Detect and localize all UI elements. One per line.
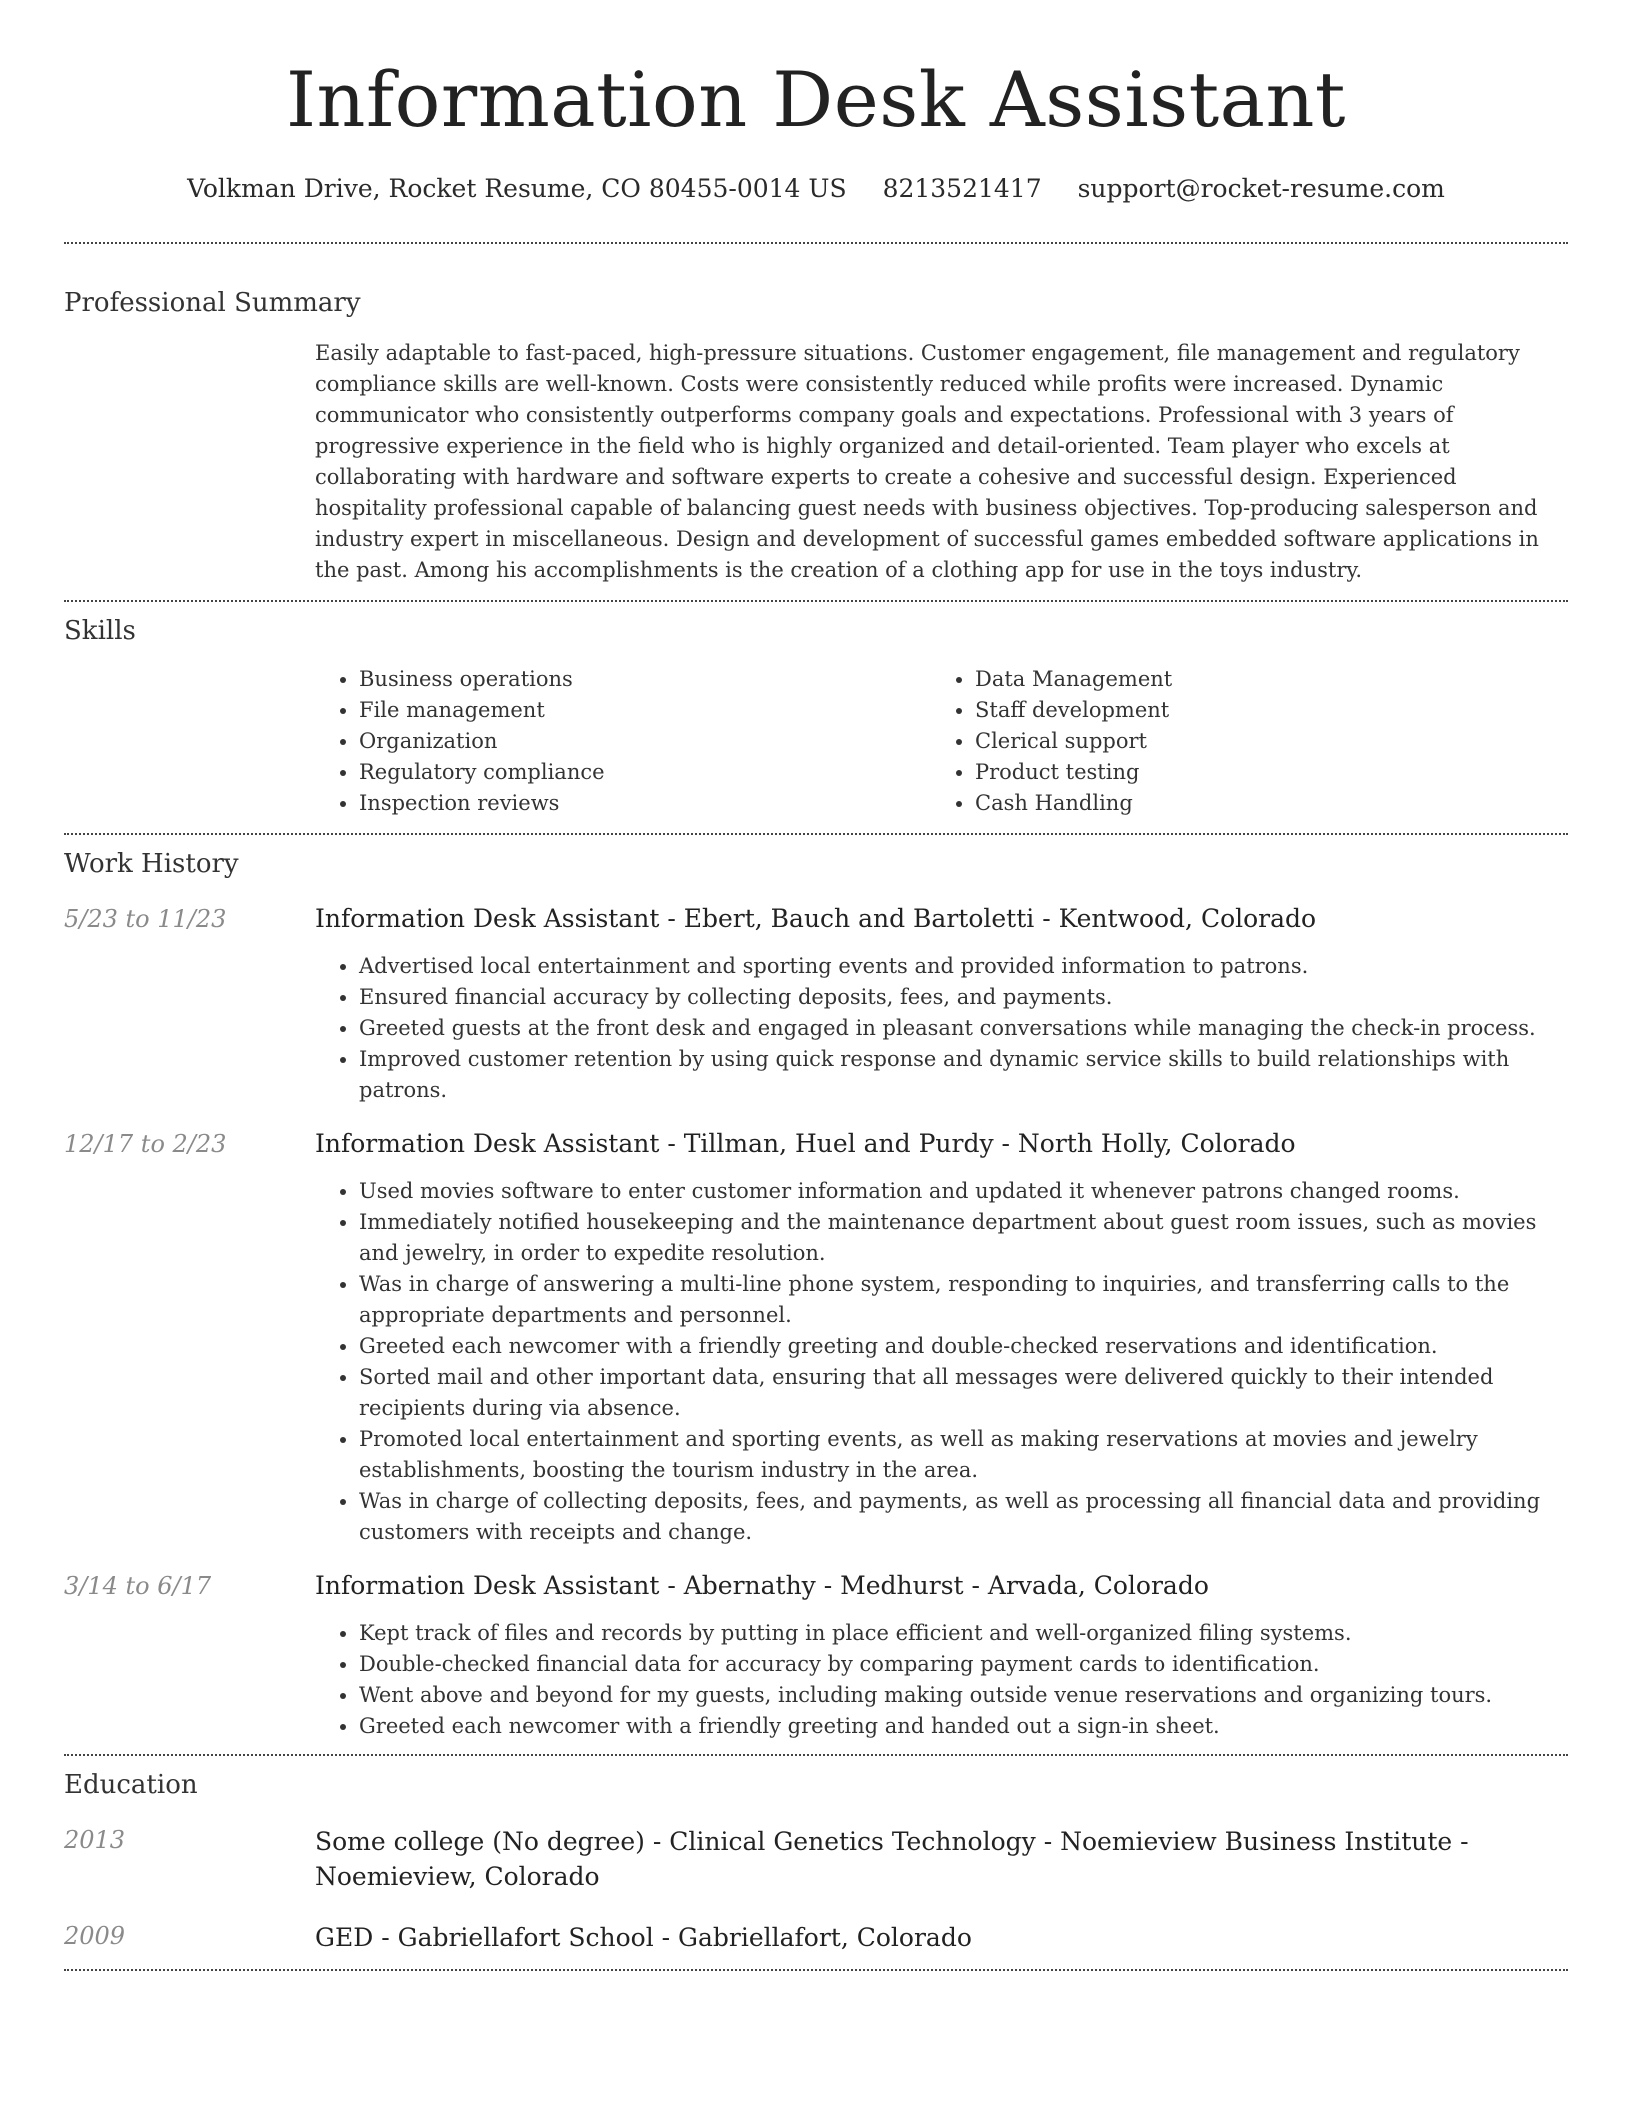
education-details: Some college (No degree) - Clinical Genetics Technology - Noemieview Business Institute - Noemieview, Colorado — [315, 1827, 1469, 1891]
skills-column-right — [931, 664, 1547, 819]
section-spacer — [64, 1955, 1568, 1969]
contact-line — [64, 172, 1568, 206]
job-dates: 5/23 to 11/23 — [64, 905, 227, 933]
skill-item: • File management — [359, 695, 931, 726]
job-bullets — [315, 1618, 1568, 1742]
job-bullet: • Double-checked financial data for accuracy by comparing payment cards to identification. — [359, 1649, 1568, 1680]
education-entry — [64, 1824, 1568, 1894]
job-bullet: • Immediately notified housekeeping and the maintenance department about guest room issues, such as movies and jewelry, in order to expedite resolution. — [359, 1207, 1568, 1269]
skills-section — [64, 614, 1568, 833]
job-entry — [64, 1128, 1568, 1548]
divider — [64, 1754, 1568, 1756]
candidate-name: Information Desk Assistant — [286, 55, 1346, 144]
skills-columns — [315, 664, 1568, 833]
skill-item: • Staff development — [975, 695, 1547, 726]
job-dates: 12/17 to 2/23 — [64, 1130, 227, 1158]
skill-item: • Business operations — [359, 664, 931, 695]
section-title-summary: Professional Summary — [64, 288, 361, 318]
job-entry — [64, 903, 1568, 1106]
job-bullet: • Greeted guests at the front desk and engaged in pleasant conversations while managing the check-in process. — [359, 1013, 1568, 1044]
summary-section — [64, 286, 1568, 600]
education-section — [64, 1768, 1568, 1969]
section-title-skills: Skills — [64, 616, 136, 646]
skill-item: • Cash Handling — [975, 788, 1547, 819]
divider — [64, 242, 1568, 244]
education-year: 2009 — [64, 1922, 126, 1950]
job-bullet: • Greeted each newcomer with a friendly greeting and double-checked reservations and identification. — [359, 1331, 1568, 1362]
job-dates: 3/14 to 6/17 — [64, 1572, 212, 1600]
section-title-work-history: Work History — [64, 849, 239, 879]
job-bullet: • Was in charge of collecting deposits, fees, and payments, as well as processing all financial data and providing customers with receipts and change. — [359, 1486, 1568, 1548]
divider — [64, 833, 1568, 835]
job-bullet: • Advertised local entertainment and sporting events and provided information to patrons. — [359, 951, 1568, 982]
job-details — [315, 1570, 1568, 1742]
job-bullet: • Went above and beyond for my guests, including making outside venue reservations and organizing tours. — [359, 1680, 1568, 1711]
job-bullets — [315, 951, 1568, 1106]
education-year: 2013 — [64, 1826, 126, 1854]
job-entry — [64, 1570, 1568, 1742]
job-bullet: • Ensured financial accuracy by collecting deposits, fees, and payments. — [359, 982, 1568, 1013]
skill-item: • Product testing — [975, 757, 1547, 788]
education-details: GED - Gabriellafort School - Gabriellafort, Colorado — [315, 1923, 972, 1952]
job-bullet: • Greeted each newcomer with a friendly greeting and handed out a sign-in sheet. — [359, 1711, 1568, 1742]
contact-email[interactable]: support@rocket-resume.com — [1077, 174, 1445, 203]
section-spacer — [64, 1742, 1568, 1754]
job-bullet: • Improved customer retention by using quick response and dynamic service skills to build relationships with patrons. — [359, 1044, 1568, 1106]
contact-phone: 8213521417 — [882, 174, 1042, 203]
job-bullet: • Sorted mail and other important data, ensuring that all messages were delivered quickly to their intended recipients during via absence. — [359, 1362, 1568, 1424]
skill-item: • Clerical support — [975, 726, 1547, 757]
job-details — [315, 903, 1568, 1106]
job-heading: Information Desk Assistant - Ebert, Bauch and Bartoletti - Kentwood, Colorado — [315, 904, 1317, 933]
job-heading: Information Desk Assistant - Abernathy - Medhurst - Arvada, Colorado — [315, 1571, 1209, 1600]
skill-item: • Data Management — [975, 664, 1547, 695]
skills-column-left — [315, 664, 931, 819]
job-bullet: • Used movies software to enter customer information and updated it whenever patrons changed rooms. — [359, 1176, 1568, 1207]
section-title-education: Education — [64, 1770, 198, 1800]
divider — [64, 600, 1568, 602]
work-history-section — [64, 847, 1568, 1754]
skill-item: • Regulatory compliance — [359, 757, 931, 788]
skill-item: • Inspection reviews — [359, 788, 931, 819]
contact-address: Volkman Drive, Rocket Resume, CO 80455-0014 US — [187, 174, 847, 203]
job-bullet: • Promoted local entertainment and sporting events, as well as making reservations at movies and jewelry establishments, boosting the tourism industry in the area. — [359, 1424, 1568, 1486]
job-bullets — [315, 1176, 1568, 1548]
job-heading: Information Desk Assistant - Tillman, Huel and Purdy - North Holly, Colorado — [315, 1129, 1296, 1158]
job-bullet: • Was in charge of answering a multi-line phone system, responding to inquiries, and transferring calls to the appropriate departments and personnel. — [359, 1269, 1568, 1331]
job-details — [315, 1128, 1568, 1548]
summary-text: Easily adaptable to fast-paced, high-pressure situations. Customer engagement, file management and regulatory compliance skills are well-known. Costs were consistently reduced while profits were increased. Dynamic communicator who consistently outperforms company goals and expectations. Professional with 3 years of progressive experience in the field who is highly organized and detail-oriented. Team player who excels at collaborating with hardware and software experts to create a cohesive and successful design. Experienced hospitality professional capable of balancing guest needs with business objectives. Top-producing salesperson and industry expert in miscellaneous. Design and development of successful games embedded software applications in the past. Among his accomplishments is the creation of a clothing app for use in the toys industry. — [315, 341, 1539, 582]
skill-item: • Organization — [359, 726, 931, 757]
education-entry — [64, 1920, 1568, 1955]
job-bullet: • Kept track of files and records by putting in place efficient and well-organized filing systems. — [359, 1618, 1568, 1649]
resume-page — [64, 0, 1568, 1971]
divider — [64, 1969, 1568, 1971]
